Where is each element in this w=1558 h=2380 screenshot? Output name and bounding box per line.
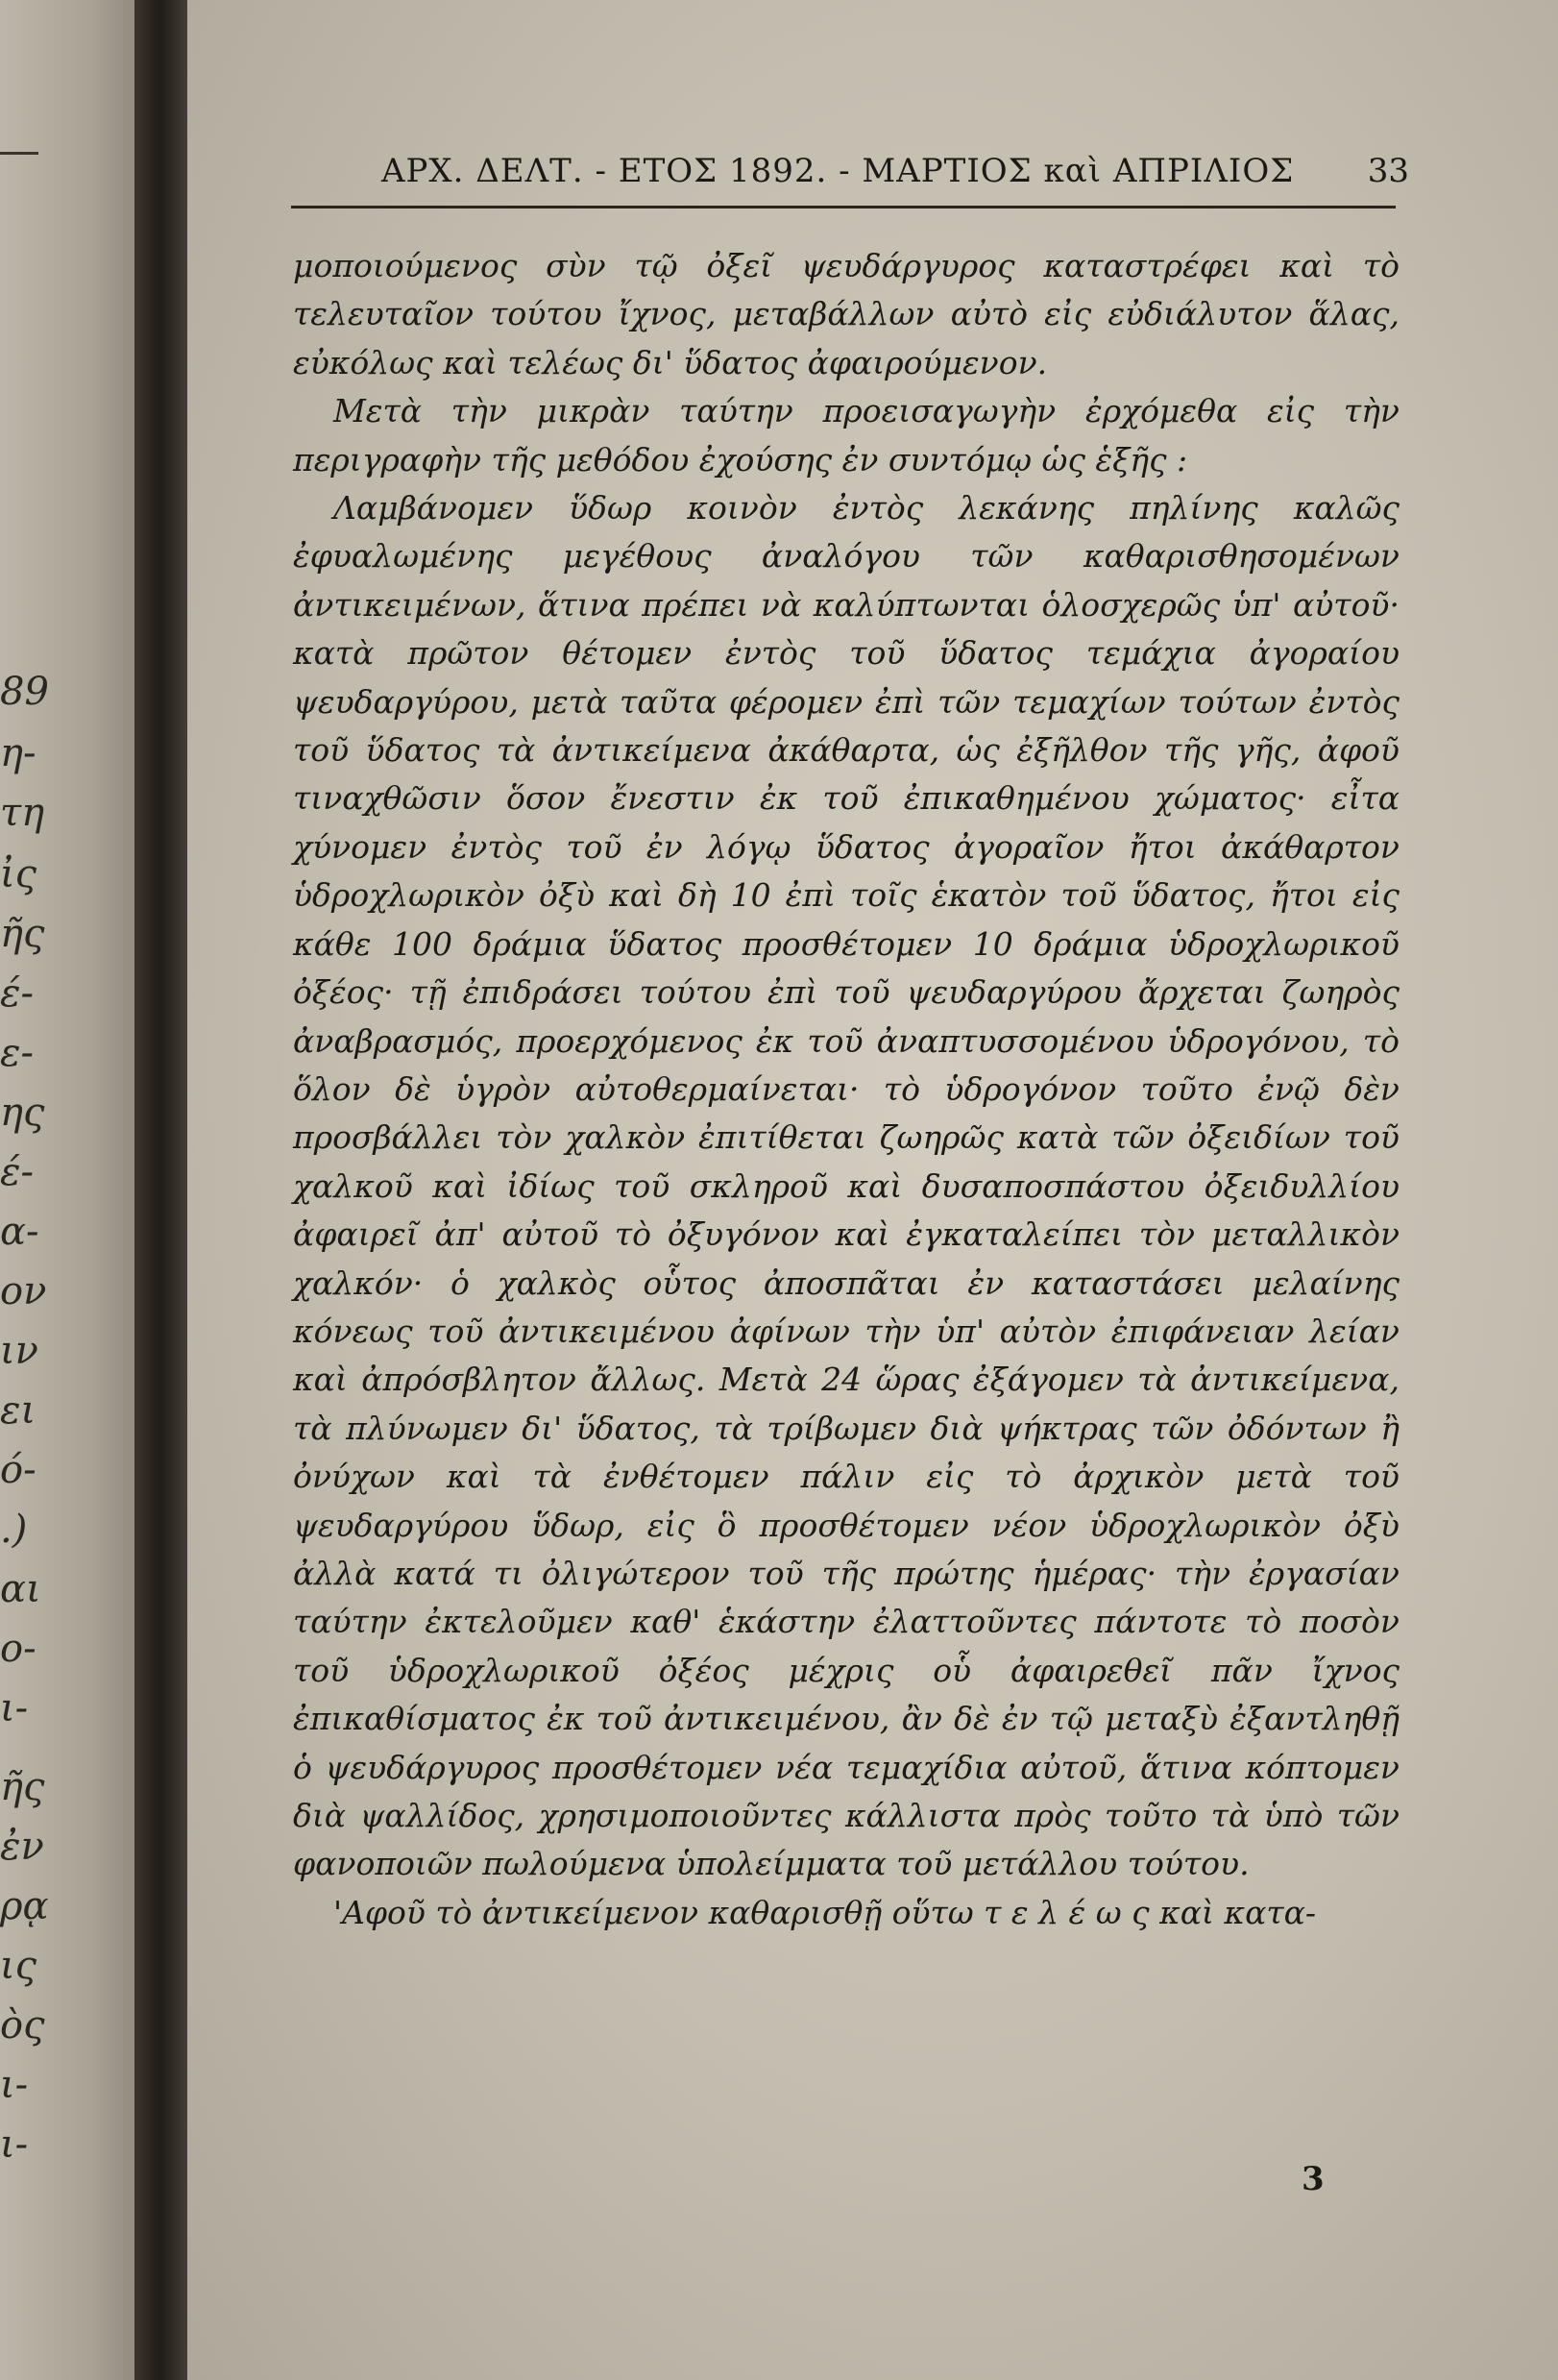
previous-page-fragment: ῆς: [0, 912, 45, 956]
previous-page-fragment: 89: [0, 670, 49, 714]
previous-page-fragment: ἐν: [0, 1825, 44, 1869]
previous-page-fragment: .): [0, 1508, 28, 1552]
previous-page-fragment: ει: [0, 1388, 37, 1433]
previous-page-fragment: ρᾳ: [0, 1884, 49, 1928]
previous-page-fragment: ης: [0, 1091, 45, 1135]
paragraph: Λαμβάνομεν ὕδωρ κοινὸν ἐντὸς λεκάνης πηλίνης καλῶς ἐφυαλωμένης μεγέθους ἀναλόγου τῶν καθαρισθησομένων ἀντικειμένων, ἅτινα πρέπει νὰ καλύπτωνται ὁλοσχερῶς ὑπ' αὐτοῦ· κατὰ πρῶτον θέτομεν ἐντὸς τοῦ ὕδατος τεμάχια ἀγοραίου ψευδαργύρου, μετὰ ταῦτα φέρομεν ἐπὶ τῶν τεμαχίων τούτων ἐντὸς τοῦ ὕδατος τὰ ἀντικείμενα ἀκάθαρτα, ὡς ἐξῆλθον τῆς γῆς, ἀφοῦ τιναχθῶσιν ὅσον ἔνεστιν ἐκ τοῦ ἐπικαθημένου χώματος· εἶτα χύνομεν ἐντὸς τοῦ ἐν λόγῳ ὕδατος ἀγοραῖον ἤτοι ἀκάθαρτον ὑδροχλωρικὸν ὀξὺ καὶ δὴ 10 ἐπὶ τοῖς ἑκατὸν τοῦ ὕδατος, ἤτοι εἰς κάθε 100 δράμια ὕδατος προσθέτομεν 10 δράμια ὑδροχλωρικοῦ ὀξέος· τῇ ἐπιδράσει τούτου ἐπὶ τοῦ ψευδαργύρου ἄρχεται ζωηρὸς ἀναβρασμός, προερχόμενος ἐκ τοῦ ἀναπτυσσομένου ὑδρογόνου, τὸ ὅλον δὲ ὑγρὸν αὐτοθερμαίνεται· τὸ ὑδρογόνον τοῦτο ἐνῷ δὲν προσβάλλει τὸν χαλκὸν ἐπιτίθεται ζωηρῶς κατὰ τῶν ὀξειδίων τοῦ χαλκοῦ καὶ ἰδίως τοῦ σκληροῦ καὶ δυσαποσπάστου ὀξειδυλλίου ἀφαιρεῖ ἀπ' αὐτοῦ τὸ ὀξυγόνον καὶ ἐγκαταλείπει τὸν μεταλλικὸν χαλκόν· ὁ χαλκὸς οὗτος ἀποσπᾶται ἐν καταστάσει μελαίνης κόνεως τοῦ ἀντικειμένου ἀφίνων τὴν ὑπ' αὐτὸν ἐπιφάνειαν λείαν καὶ ἀπρόσβλητον ἄλλως. Μετὰ 24 ὥρας ἐξάγομεν τὰ ἀντικείμενα, τὰ πλύνωμεν δι' ὕδατος, τὰ τρίβωμεν διὰ ψήκτρας τῶν ὀδόντων ἢ ὀνύχων καὶ τὰ ἐνθέτομεν πάλιν εἰς τὸ ἀρχικὸν μετὰ τοῦ ψευδαργύρου ὕδωρ, εἰς ὃ προσθέτομεν νέον ὑδροχλωρικὸν ὀξὺ ἀλλὰ κατά τι ὀλιγώτερον τοῦ τῆς πρώτης ἡμέρας· τὴν ἐργασίαν ταύτην ἐκτελοῦμεν καθ' ἑκάστην ἐλαττοῦντες πάντοτε τὸ ποσὸν τοῦ ὑδροχλωρικοῦ ὀξέος μέχρις οὗ ἀφαιρεθεῖ πᾶν ἴχνος ἐπικαθίσματος ἐκ τοῦ ἀντικειμένου, ἂν δὲ ἐν τῷ μεταξὺ ἐξαντληθῇ ὁ ψευδάργυρος προσθέτομεν νέα τεμαχίδια αὐτοῦ, ἅτινα κόπτομεν διὰ ψαλλίδος, χρησιμοποιοῦντες κάλλιστα πρὸς τοῦτο τὰ ὑπὸ τῶν φανοποιῶν πωλούμενα ὑπολείμματα τοῦ μετάλλου τούτου.: [293, 489, 1400, 1883]
signature-mark: 3: [1302, 2160, 1325, 2198]
previous-page-fragment: η-: [0, 731, 37, 775]
running-head-title: ΑΡΧ. ΔΕΛΤ. - ΕΤΟΣ 1892. - ΜΑΡΤΙΟΣ καὶ ΑΠΡΙΛΙΟΣ: [381, 152, 1295, 190]
previous-page-fragment: ι-: [0, 1686, 29, 1730]
page: [187, 0, 1558, 2380]
previous-page-fragment: ι-: [0, 2122, 29, 2167]
paragraph: 'Αφοῦ τὸ ἀντικείμενον καθαρισθῇ οὕτω τ ε λ έ ω ς καὶ κατα-: [333, 1893, 1317, 1931]
header-rule: [291, 206, 1396, 209]
previous-page-fragment: τη: [0, 791, 45, 835]
paragraph: Μετὰ τὴν μικρὰν ταύτην προεισαγωγὴν ἐρχόμεθα εἰς τὴν περιγραφὴν τῆς μεθόδου ἐχούσης ἐν συντόμῳ ὡς ἑξῆς :: [293, 392, 1400, 478]
previous-page-fragment: ι-: [0, 2063, 29, 2107]
previous-page-fragment: έ-: [0, 1150, 34, 1194]
paragraph: μοποιούμενος σὺν τῷ ὀξεῖ ψευδάργυρος καταστρέφει καὶ τὸ τελευταῖον τούτου ἴχνος, μεταβάλλων αὐτὸ εἰς εὐδιάλυτον ἅλας, εὐκόλως καὶ τελέως δι' ὕδατος ἀφαιρούμενον.: [293, 247, 1400, 381]
previous-page-fragment: α-: [0, 1210, 39, 1254]
previous-page-fragment: αι: [0, 1567, 41, 1611]
previous-page-fragment: ἰς: [0, 852, 37, 896]
page-number: 33: [1367, 152, 1409, 190]
running-head: [187, 144, 1558, 202]
previous-page-fragment: ιν: [0, 1329, 38, 1373]
book-gutter: [134, 0, 192, 2380]
previous-page-fragment: έ-: [0, 971, 34, 1016]
previous-page-fragment: ις: [0, 1944, 37, 1988]
previous-page-fragment: ον: [0, 1269, 47, 1313]
previous-page-fragment: ο-: [0, 1627, 37, 1671]
previous-page-fragment: ό-: [0, 1448, 37, 1492]
body-text: [293, 242, 1400, 1937]
previous-page-fragment: ῆς: [0, 1765, 45, 1809]
previous-page-fragment: ὸς: [0, 2003, 45, 2048]
previous-page-fragment: ε-: [0, 1031, 34, 1075]
previous-page-edge: [0, 0, 149, 2380]
previous-page-rule: [0, 152, 38, 155]
